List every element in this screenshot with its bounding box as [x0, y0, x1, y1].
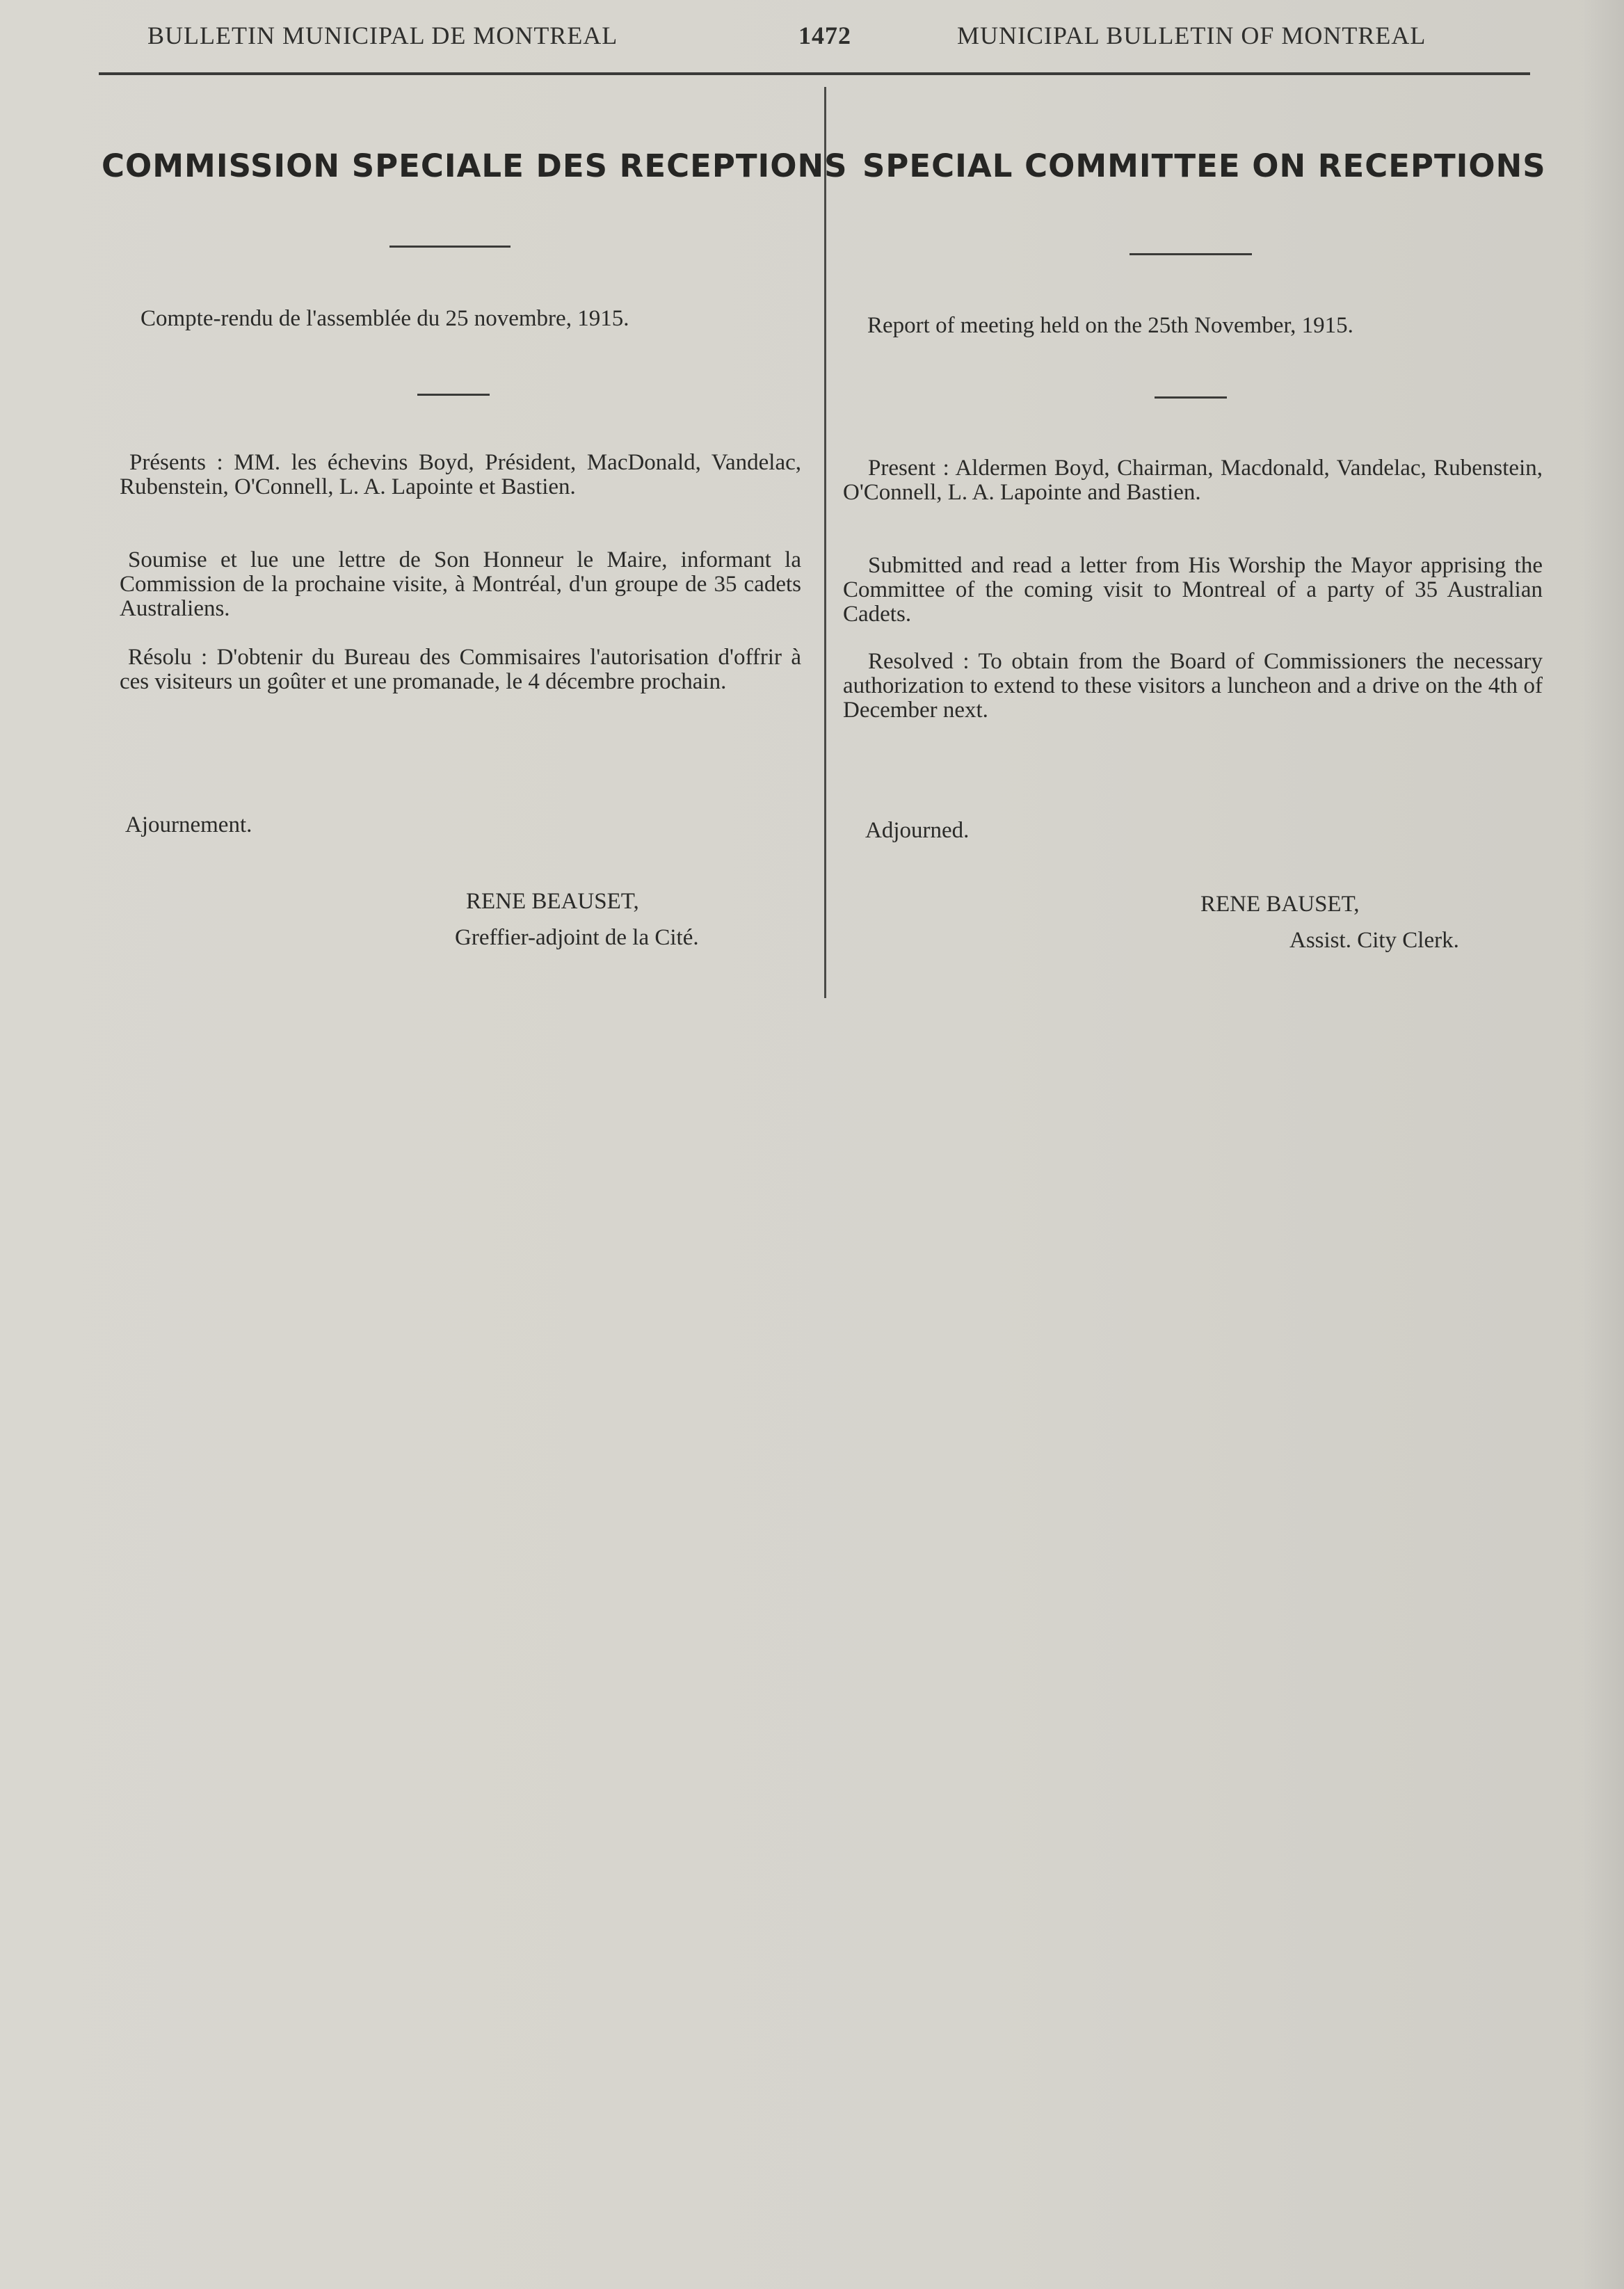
french-resolved-paragraph: Résolu : D'obtenir du Bureau des Commisaires l'autorisation d'offrir à ces visiteurs un goûter et une promanade, le 4 décembre prochain.	[120, 645, 801, 694]
english-heading-rule	[1129, 253, 1252, 255]
english-adjourned: Adjourned.	[865, 818, 970, 843]
french-signature-name: RENE BEAUSET,	[466, 889, 639, 914]
english-signature-title: Assist. City Clerk.	[1289, 928, 1459, 953]
french-heading-rule	[389, 246, 510, 248]
english-signature-name: RENE BAUSET,	[1200, 892, 1360, 917]
english-letter-paragraph: Submitted and read a letter from His Worship the Mayor apprising the Committee of the coming visit to Montreal of a party of 35 Australian Cadets.	[843, 553, 1543, 627]
french-report-line: Compte-rendu de l'assemblée du 25 novembre, 1915.	[140, 306, 629, 331]
french-adjourned: Ajournement.	[125, 812, 252, 837]
english-report-rule	[1155, 396, 1227, 399]
page-number: 1472	[798, 22, 851, 49]
french-letter-paragraph: Soumise et lue une lettre de Son Honneur le Maire, informant la Commission de la prochaine visite, à Montréal, d'un groupe de 35 cadets Australiens.	[120, 547, 801, 621]
french-report-rule	[417, 394, 490, 396]
english-section-heading: SPECIAL COMMITTEE ON RECEPTIONS	[862, 147, 1546, 184]
header-rule	[99, 72, 1530, 75]
running-head-french: BULLETIN MUNICIPAL DE MONTREAL	[147, 22, 618, 49]
english-resolved-paragraph: Resolved : To obtain from the Board of Commissioners the necessary authorization to extend to these visitors a luncheon and a drive on the 4th of December next.	[843, 649, 1543, 723]
english-report-line: Report of meeting held on the 25th November, 1915.	[867, 313, 1353, 338]
column-divider	[824, 87, 826, 998]
french-present-paragraph: Présents : MM. les échevins Boyd, Président, MacDonald, Vandelac, Rubenstein, O'Connell, L. A. Lapointe et Bastien.	[120, 450, 801, 499]
french-section-heading: COMMISSION SPECIALE DES RECEPTIONS	[102, 147, 848, 184]
page-edge-shadow	[1582, 0, 1624, 2289]
french-signature-title: Greffier-adjoint de la Cité.	[455, 925, 699, 950]
english-present-paragraph: Present : Aldermen Boyd, Chairman, Macdonald, Vandelac, Rubenstein, O'Connell, L. A. Lapointe and Bastien.	[843, 456, 1543, 505]
running-head-english: MUNICIPAL BULLETIN OF MONTREAL	[957, 22, 1426, 49]
